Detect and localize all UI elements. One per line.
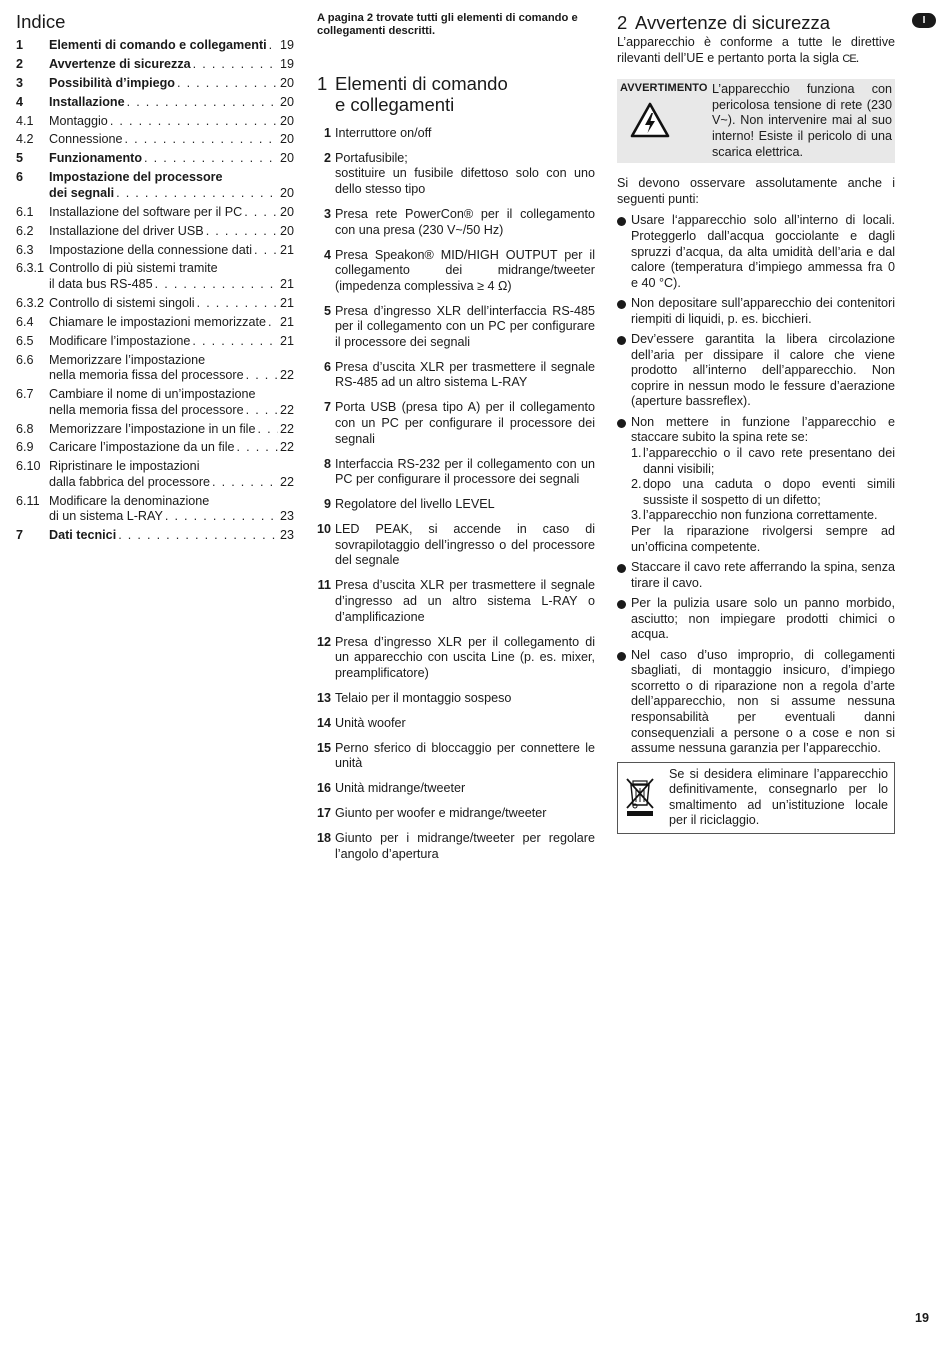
control-item-number: 4: [323, 247, 331, 262]
toc-entry-page: 21: [279, 314, 294, 329]
control-item: [317, 578, 595, 625]
toc-entry-text: Funzionamento: [49, 151, 143, 166]
control-item-number: 18: [317, 831, 332, 846]
toc-leader-dots: [242, 205, 278, 221]
control-item-text: Unità woofer: [335, 715, 406, 730]
controls-section: [317, 12, 595, 872]
control-item-text: Presa d’uscita XLR per trasmettere il segnale RS-485 ad un altro sistema L-RAY: [335, 359, 595, 390]
toc-leader-dots: [123, 132, 278, 148]
toc-entry-number: 6.7: [16, 387, 34, 402]
toc-entry-text: nella memoria fissa del processore: [49, 368, 244, 383]
toc-entry-number: 3: [16, 75, 24, 90]
toc-entry-page: 20: [279, 151, 294, 166]
toc-entry: [16, 422, 294, 438]
language-badge: I: [912, 13, 936, 28]
toc-entry-page: 20: [279, 223, 294, 238]
control-item: [317, 497, 595, 513]
toc-entry: [16, 170, 294, 201]
toc-entry-number: 6.5: [16, 333, 34, 348]
defect-item: 2. dopo una caduta o dopo eventi simili sussiste il sospetto di un difetto;: [631, 477, 895, 507]
controls-list: [317, 126, 595, 863]
toc-leader-dots: [153, 277, 278, 293]
control-item: [317, 635, 595, 682]
control-item-text: Interfaccia RS-232 per il collegamento con un PC per configurare il processore dei segnali: [335, 456, 595, 487]
toc-entry-page: 21: [279, 242, 294, 257]
toc-entry-text: Impostazione della connessione dati: [49, 242, 253, 257]
high-voltage-warning-icon: [620, 102, 710, 143]
control-item: [317, 304, 595, 351]
control-item-text: Telaio per il montaggio sospeso: [335, 690, 512, 705]
toc-entry-number: 6.6: [16, 352, 34, 367]
control-item-number: 8: [323, 456, 331, 471]
toc-entry: [16, 334, 294, 350]
control-item-text: Portafusibile; sostituire un fusibile difettoso solo con uno dello stesso tipo: [335, 150, 595, 196]
toc-entry-page: 19: [279, 56, 294, 71]
toc-entry-page: 19: [279, 38, 294, 52]
toc-entry-text: Ripristinare le impostazioni: [49, 459, 200, 474]
toc-leader-dots: [142, 151, 278, 167]
control-item-number: 16: [317, 781, 332, 796]
toc-leader-dots: [244, 368, 278, 384]
control-item-number: 15: [317, 740, 332, 755]
safety-heading-number: 2: [617, 12, 628, 33]
toc-leader-dots: [116, 528, 278, 544]
toc-entry-text: Controllo di più sistemi tramite: [49, 261, 218, 276]
toc-entry: [16, 387, 294, 418]
toc-leader-dots: [266, 315, 278, 331]
control-item: [317, 716, 595, 732]
toc-entry-number: 6.3.2: [16, 295, 45, 310]
toc-leader-dots: [125, 95, 278, 111]
disposal-box: [617, 762, 895, 834]
toc-entry-text: Controllo di sistemi singoli: [49, 295, 195, 310]
list-item: Usare l‘apparecchio solo all’interno di locali. Proteggerlo dall’acqua gocciolante e dagli spruzzi d’acqua, da alta umidità dell’aria e dal calore (temperatura d’impiego ammessa fra 0 e 40 °C).: [617, 213, 895, 291]
toc-entry-page: 21: [279, 276, 294, 291]
safety-heading-text: Avvertenze di sicurezza: [635, 12, 831, 33]
toc-entry-text: nella memoria fissa del processore: [49, 402, 244, 417]
toc-entry-page: 22: [279, 440, 294, 455]
toc-entry-page: 22: [279, 402, 294, 417]
toc-entry: [16, 315, 294, 331]
toc-entry: [16, 95, 294, 111]
toc-entry: [16, 132, 294, 148]
toc-leader-dots: [191, 57, 278, 73]
control-item: [317, 781, 595, 797]
toc-entry-text: Cambiare il nome di un’impostazione: [49, 387, 256, 402]
control-item-text: Presa d’uscita XLR per trasmettere il segnale d’ingresso ad un altro sistema L-RAY o d’amplificazione: [335, 578, 595, 624]
control-item: [317, 691, 595, 707]
toc-leader-dots: [114, 186, 278, 202]
toc-entry: [16, 459, 294, 490]
toc-entry-text: di un sistema L-RAY: [49, 509, 163, 524]
toc-entry-number: 6.11: [16, 493, 40, 508]
toc-entry-page: 20: [279, 132, 294, 147]
toc-entry-number: 6.4: [16, 314, 34, 329]
toc-leader-dots: [190, 334, 278, 350]
toc-leader-dots: [255, 422, 278, 438]
toc-entry: [16, 261, 294, 292]
control-item-number: 12: [317, 634, 332, 649]
toc-leader-dots: [108, 114, 278, 130]
toc-entry: [16, 243, 294, 259]
control-item-text: Giunto per woofer e midrange/tweeter: [335, 806, 547, 821]
list-item: Nel caso d’uso improprio, di collegamenti sbagliati, di montaggio insicuro, d’impiego scorretto o di riparazione non a regola d’arte dell’apparecchio, non si assume nessuna responsabilità per eventuali danni consequenziali a persone o a cose e non si assume nessuna garanzia per l’apparecchio.: [617, 648, 895, 757]
controls-heading: [317, 73, 595, 115]
list-item: Non depositare sull’apparecchio dei contenitori riempiti di liquidi, p. es. bicchieri.: [617, 296, 895, 327]
toc-entry-page: 23: [279, 509, 294, 524]
toc-entry-text: Caricare l’impostazione da un file: [49, 440, 235, 455]
toc-entry: [16, 114, 294, 130]
toc-leader-dots: [163, 509, 278, 525]
controls-heading-line2: e collegamenti: [335, 93, 455, 115]
control-item: [317, 522, 595, 569]
toc-entry-number: 4.1: [16, 113, 34, 128]
safety-section: [617, 12, 895, 834]
toc-entry-text: Installazione del software per il PC: [49, 204, 243, 219]
control-item-number: 5: [323, 303, 331, 318]
toc-entry: [16, 57, 294, 73]
toc-entry-page: 20: [279, 75, 294, 90]
toc-leader-dots: [252, 243, 278, 259]
control-item-text: Presa d’ingresso XLR dell’interfaccia RS-485 per il collegamento con un PC per configurare il processore dei segnali: [335, 303, 595, 349]
table-of-contents: [16, 12, 294, 547]
toc-entry: [16, 296, 294, 312]
toc-entry-text: Chiamare le impostazioni memorizzate: [49, 314, 266, 329]
toc-entry-page: 23: [279, 528, 294, 543]
control-item: [317, 806, 595, 822]
toc-entry: [16, 528, 294, 544]
control-item-text: Unità midrange/tweeter: [335, 781, 466, 796]
toc-entry-number: 6.3.1: [16, 261, 45, 276]
toc-entry-text: Montaggio: [49, 113, 108, 128]
control-item-text: Giunto per i midrange/tweeter per regolare l’angolo d’apertura: [335, 831, 595, 861]
control-item-text: Perno sferico di bloccaggio per connettere le unità: [335, 740, 595, 771]
safety-intro: [617, 35, 895, 67]
defect-item: 1. l’apparecchio o il cavo rete presentano dei danni visibili;: [631, 446, 895, 476]
toc-entry: [16, 76, 294, 92]
toc-entry: [16, 224, 294, 240]
toc-entry: [16, 494, 294, 525]
control-item: [317, 360, 595, 391]
control-item: [317, 207, 595, 238]
toc-entry-text: Avvertenze di sicurezza: [49, 56, 191, 71]
safety-heading: [617, 12, 895, 33]
control-item: [317, 400, 595, 447]
control-item-text: Regolatore del livello LEVEL: [335, 497, 495, 512]
toc-entry-number: 1: [16, 38, 24, 52]
toc-leader-dots: [204, 224, 278, 240]
control-item-number: 10: [317, 522, 332, 537]
control-item-text: Porta USB (presa tipo A) per il collegamento con un PC per configurare il processore dei segnali: [335, 400, 595, 446]
disposal-text: Se si desidera eliminare l’apparecchio definitivamente, consegnarlo per lo smaltimento ad un’istituzione locale per il riciclaggio.: [669, 766, 888, 828]
toc-entry-number: 6.10: [16, 459, 41, 474]
toc-entry: [16, 38, 294, 54]
toc-entry-text: Connessione: [49, 132, 123, 147]
toc-entry-number: 6.8: [16, 421, 34, 436]
toc-entry: [16, 440, 294, 456]
toc-entry-text: Memorizzare l’impostazione in un file: [49, 421, 256, 436]
toc-entry-number: 6.9: [16, 440, 34, 455]
control-item: [317, 151, 595, 198]
warning-box: [617, 79, 895, 163]
control-item-text: Presa d’ingresso XLR per il collegamento di un apparecchio con uscita Line (p. es. mixer, preamplificatore): [335, 634, 595, 680]
control-item-text: LED PEAK, si accende in caso di sovrapilotaggio dell’ingresso o del processore del segnale: [335, 522, 595, 568]
toc-entry-text: dei segnali: [49, 185, 115, 200]
control-item-number: 9: [323, 497, 331, 512]
toc-entry-page: 20: [279, 94, 294, 109]
control-item: [317, 741, 595, 772]
crossed-out-wheelie-bin-icon: [624, 767, 662, 829]
toc-entry-page: 20: [279, 113, 294, 128]
toc-leader-dots: [195, 296, 278, 312]
toc-entry-number: 6.2: [16, 223, 34, 238]
toc-entry-number: 6.1: [16, 204, 34, 219]
toc-entry-page: 22: [279, 368, 294, 383]
toc-entry-text: Modificare l’impostazione: [49, 333, 191, 348]
control-item-number: 7: [323, 400, 331, 415]
ce-mark: CE: [842, 52, 856, 65]
toc-entry: [16, 151, 294, 167]
toc-leader-dots: [235, 440, 278, 456]
points-intro: Si devono osservare assolutamente anche i seguenti punti:: [617, 176, 895, 206]
toc-entry-number: 4: [16, 94, 24, 109]
list-item: Dev’essere garantita la libera circolazione dell’aria per dissipare il calore che viene prodotto all’interno dell’apparecchio. Non coprire in nessun modo le fessure d’aerazione (aperture bassreflex).: [617, 332, 895, 410]
safety-bullets: [617, 213, 895, 756]
toc-entry-text: Impostazione del processore: [49, 170, 223, 185]
defect-item: 3. l’apparecchio non funziona correttamente.: [631, 508, 878, 523]
toc-leader-dots: [210, 475, 278, 491]
toc-entry-page: 22: [279, 474, 294, 489]
control-item-number: 13: [317, 690, 332, 705]
control-item: [317, 831, 595, 862]
warning-text: L’apparecchio funziona con pericolosa tensione di rete (230 V~). Non intervenire mai al suo interno! Esiste il pericolo di una scarica elettrica.: [712, 82, 892, 159]
safety-intro-text: L’apparecchio è conforme a tutte le direttive rilevanti dell’UE e pertanto porta la sigla: [617, 35, 895, 65]
control-item-number: 11: [317, 578, 331, 593]
toc-entry: [16, 205, 294, 221]
toc-entry-page: 22: [279, 421, 294, 436]
list-item: Per la pulizia usare solo un panno morbido, asciutto; non impiegare prodotti chimici o acqua.: [617, 596, 895, 643]
toc-entry-text: Possibilità d’impiego: [49, 75, 175, 90]
control-item-number: 17: [317, 806, 332, 821]
control-item-number: 1: [323, 125, 331, 140]
toc-entry-number: 6.3: [16, 242, 34, 257]
toc-entry-text: Elementi di comando e collegamenti: [49, 38, 267, 52]
toc-entry-text: Dati tecnici: [49, 528, 117, 543]
toc-entry-page: 20: [279, 185, 294, 200]
control-item-text: Interruttore on/off: [335, 125, 432, 140]
controls-heading-line1: Elementi di comando: [335, 72, 508, 94]
toc-entry-text: Installazione del driver USB: [49, 223, 204, 238]
toc-title: Indice: [16, 11, 66, 32]
toc-list: [16, 38, 294, 544]
toc-entry-text: il data bus RS-485: [49, 276, 153, 291]
toc-entry: [16, 353, 294, 384]
toc-entry-text: Memorizzare l’impostazione: [49, 352, 206, 367]
control-item-text: Presa Speakon® MID/HIGH OUTPUT per il collegamento dei midrange/tweeter (impedenza complessiva ≥ 4 Ω): [335, 247, 595, 293]
toc-entry-number: 5: [16, 151, 24, 166]
page-number: 19: [915, 1311, 930, 1325]
control-item-number: 2: [323, 150, 331, 165]
toc-entry-text: dalla fabbrica del processore: [49, 474, 211, 489]
toc-entry-number: 2: [16, 56, 24, 71]
control-item-text: Presa rete PowerCon® per il collegamento con una presa (230 V~/50 Hz): [335, 206, 595, 237]
controls-heading-number: 1: [317, 72, 328, 94]
toc-entry-number: 4.2: [16, 132, 34, 147]
control-item-number: 6: [323, 359, 331, 374]
list-item: Staccare il cavo rete afferrando la spina, senza tirare il cavo.: [617, 560, 895, 591]
toc-entry-text: Installazione: [49, 94, 125, 109]
control-item-number: 14: [317, 715, 332, 730]
control-item-number: 3: [323, 206, 331, 221]
warning-label: AVVERTIMENTO: [620, 82, 708, 95]
toc-entry-page: 21: [279, 333, 294, 348]
toc-entry-number: 6: [16, 170, 24, 185]
toc-entry-text: Modificare la denominazione: [49, 493, 210, 508]
control-item: [317, 126, 595, 142]
control-item: [317, 248, 595, 295]
toc-leader-dots: [267, 38, 278, 54]
toc-entry-page: 21: [279, 295, 294, 310]
safety-intro-end: .: [855, 50, 860, 65]
list-item-defect: Non mettere in funzione l’apparecchio e staccare subito la spina rete se: 1. l’apparecchio o il cavo rete presentano dei danni visibili; 2. dopo una caduta o dopo eventi simili sussiste il sospetto di un difetto; 3. l’apparecchio non funziona correttamente. Per la riparazione rivolgersi sempre ad un’officina competente.: [617, 415, 895, 555]
toc-entry-page: 20: [279, 204, 294, 219]
toc-leader-dots: [175, 76, 278, 92]
toc-entry-number: 7: [16, 528, 24, 543]
toc-leader-dots: [244, 403, 278, 419]
controls-intro: A pagina 2 trovate tutti gli elementi di comando e collegamenti descritti.: [317, 12, 578, 38]
control-item: [317, 457, 595, 488]
